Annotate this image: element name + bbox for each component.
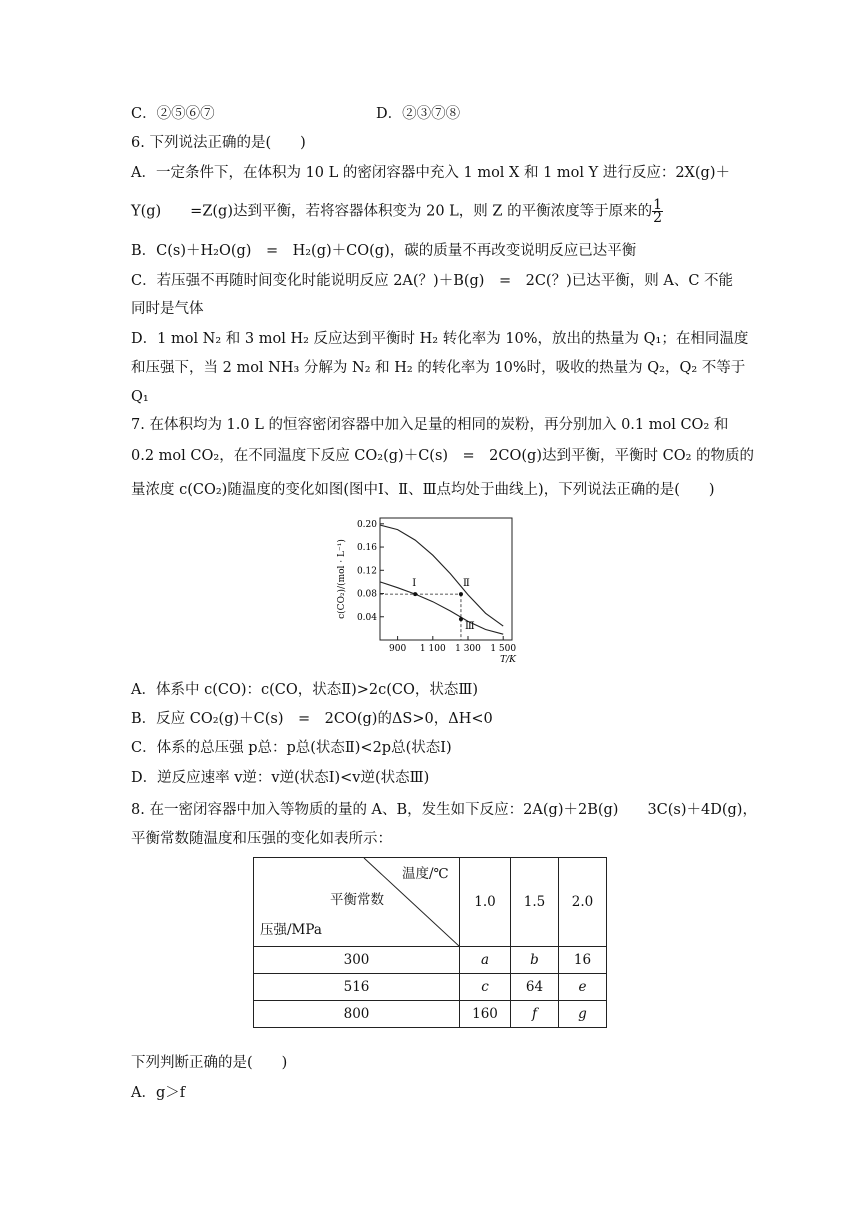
table-row — [254, 974, 607, 1001]
table-cell: g — [559, 1001, 607, 1028]
col-header: 1.5 — [511, 858, 559, 947]
fraction — [652, 199, 663, 224]
table-cell: 16 — [559, 947, 607, 974]
q6-option-c-line1: C．若压强不再随时间变化时能说明反应 2A(？)＋B(g) = 2C(？)已达平衡，则 A、C 不能 — [131, 273, 734, 289]
table-cell: e — [559, 974, 607, 1001]
q7-stem-line2: 0.2 mol CO₂，在不同温度下反应 CO₂(g)＋C(s) = 2CO(g)达到平衡，平衡时 CO₂ 的物质的 — [131, 448, 755, 464]
equilibrium-constant-table — [253, 857, 607, 1028]
series-line — [380, 582, 503, 634]
y-tick-label: 0.08 — [356, 589, 377, 600]
table-diagonal-header — [254, 858, 460, 947]
header-constant: 平衡常数 — [330, 892, 384, 908]
x-tick-label: 1 500 — [490, 644, 517, 654]
q7-option-b: B．反应 CO₂(g)＋C(s) = 2CO(g)的ΔS>0，ΔH<0 — [131, 711, 493, 727]
x-tick-label: 900 — [389, 644, 407, 654]
q6-option-a-line2 — [131, 199, 663, 224]
q6-option-b: B．C(s)＋H₂O(g) = H₂(g)＋CO(g)，碳的质量不再改变说明反应已达平衡 — [131, 243, 637, 259]
x-axis-label: T/K — [500, 655, 516, 665]
point-label: Ⅲ — [464, 621, 475, 633]
table-row — [254, 1001, 607, 1028]
q6-option-d-line1: D．1 mol N₂ 和 3 mol H₂ 反应达到平衡时 H₂ 转化率为 10%，放出的热量为 Q₁；在相同温度 — [131, 331, 749, 347]
table-cell: a — [460, 947, 511, 974]
q6-option-a-line2-text: Y(g) =Z(g)达到平衡，若将容器体积变为 20 L，则 Z 的平衡浓度等于原来的 — [131, 203, 653, 220]
fraction-numerator: 1 — [653, 197, 662, 213]
table-cell: c — [460, 974, 511, 1001]
table-cell: 160 — [460, 1001, 511, 1028]
table-cell: b — [511, 947, 559, 974]
q7-option-c: C．体系的总压强 p总：p总(状态Ⅱ)<2p总(状态Ⅰ) — [131, 740, 452, 756]
y-axis-label: c(CO₂)/(mol · L⁻¹) — [337, 539, 347, 619]
header-pressure: 压强/MPa — [260, 922, 322, 938]
q7-stem-line3: 量浓度 c(CO₂)随温度的变化如图(图中Ⅰ、Ⅱ、Ⅲ点均处于曲线上)，下列说法正确的是( ) — [131, 482, 715, 498]
y-tick-label: 0.20 — [356, 519, 377, 530]
table-row — [254, 947, 607, 974]
row-label: 300 — [254, 947, 460, 974]
q7-stem-line1: 7. 在体积均为 1.0 L 的恒容密闭容器中加入足量的相同的炭粉，再分别加入 0.1 mol CO₂ 和 — [131, 417, 729, 433]
q6-option-d-line2: 和压强下，当 2 mol NH₃ 分解为 N₂ 和 H₂ 的转化率为 10%时，吸收的热量为 Q₂，Q₂ 不等于 — [131, 360, 746, 376]
y-tick-label: 0.12 — [356, 566, 377, 577]
chart-lines — [380, 525, 503, 634]
header-temperature: 温度/℃ — [402, 866, 449, 882]
plot-frame — [380, 518, 512, 640]
table-cell: 64 — [511, 974, 559, 1001]
fraction-denominator: 2 — [653, 210, 662, 226]
q5-option-c: C．②⑤⑥⑦ — [131, 106, 215, 122]
data-point — [459, 617, 463, 621]
table-header-row — [254, 858, 607, 947]
series-line — [380, 525, 503, 626]
y-tick-label: 0.04 — [356, 612, 377, 623]
q5-option-d: D．②③⑦⑧ — [376, 106, 461, 122]
x-tick-label: 1 300 — [455, 644, 481, 654]
q6-option-a-line1: A．一定条件下，在体积为 10 L 的密闭容器中充入 1 mol X 和 1 mol Y 进行反应：2X(g)＋ — [131, 165, 730, 181]
point-label: Ⅰ — [412, 578, 417, 590]
q7-option-d: D．逆反应速率 v逆：v逆(状态Ⅰ)<v逆(状态Ⅲ) — [131, 770, 430, 786]
row-label: 516 — [254, 974, 460, 1001]
q6-option-d-line3: Q₁ — [131, 389, 149, 405]
co2-concentration-chart — [330, 508, 530, 668]
point-label: Ⅱ — [462, 578, 470, 590]
chart-axes — [336, 518, 517, 665]
col-header: 1.0 — [460, 858, 511, 947]
x-tick-label: 1 100 — [419, 644, 446, 654]
q8-prompt: 下列判断正确的是( ) — [131, 1055, 288, 1071]
y-tick-label: 0.16 — [356, 543, 377, 554]
table-cell: f — [511, 1001, 559, 1028]
data-point — [459, 592, 463, 596]
data-point — [413, 592, 417, 596]
row-label: 800 — [254, 1001, 460, 1028]
q8-option-a: A．g＞f — [131, 1085, 186, 1101]
q7-option-a: A．体系中 c(CO)：c(CO，状态Ⅱ)>2c(CO，状态Ⅲ) — [131, 682, 479, 698]
q8-stem-line1: 8. 在一密闭容器中加入等物质的量的 A、B，发生如下反应：2A(g)＋2B(g) 3C(s)＋4D(g)， — [131, 802, 757, 818]
q6-stem: 6. 下列说法正确的是( ) — [131, 135, 306, 151]
q6-option-c-line2: 同时是气体 — [131, 301, 204, 317]
col-header: 2.0 — [559, 858, 607, 947]
q8-stem-line2: 平衡常数随温度和压强的变化如表所示： — [131, 831, 392, 847]
chart-marks — [380, 578, 475, 640]
